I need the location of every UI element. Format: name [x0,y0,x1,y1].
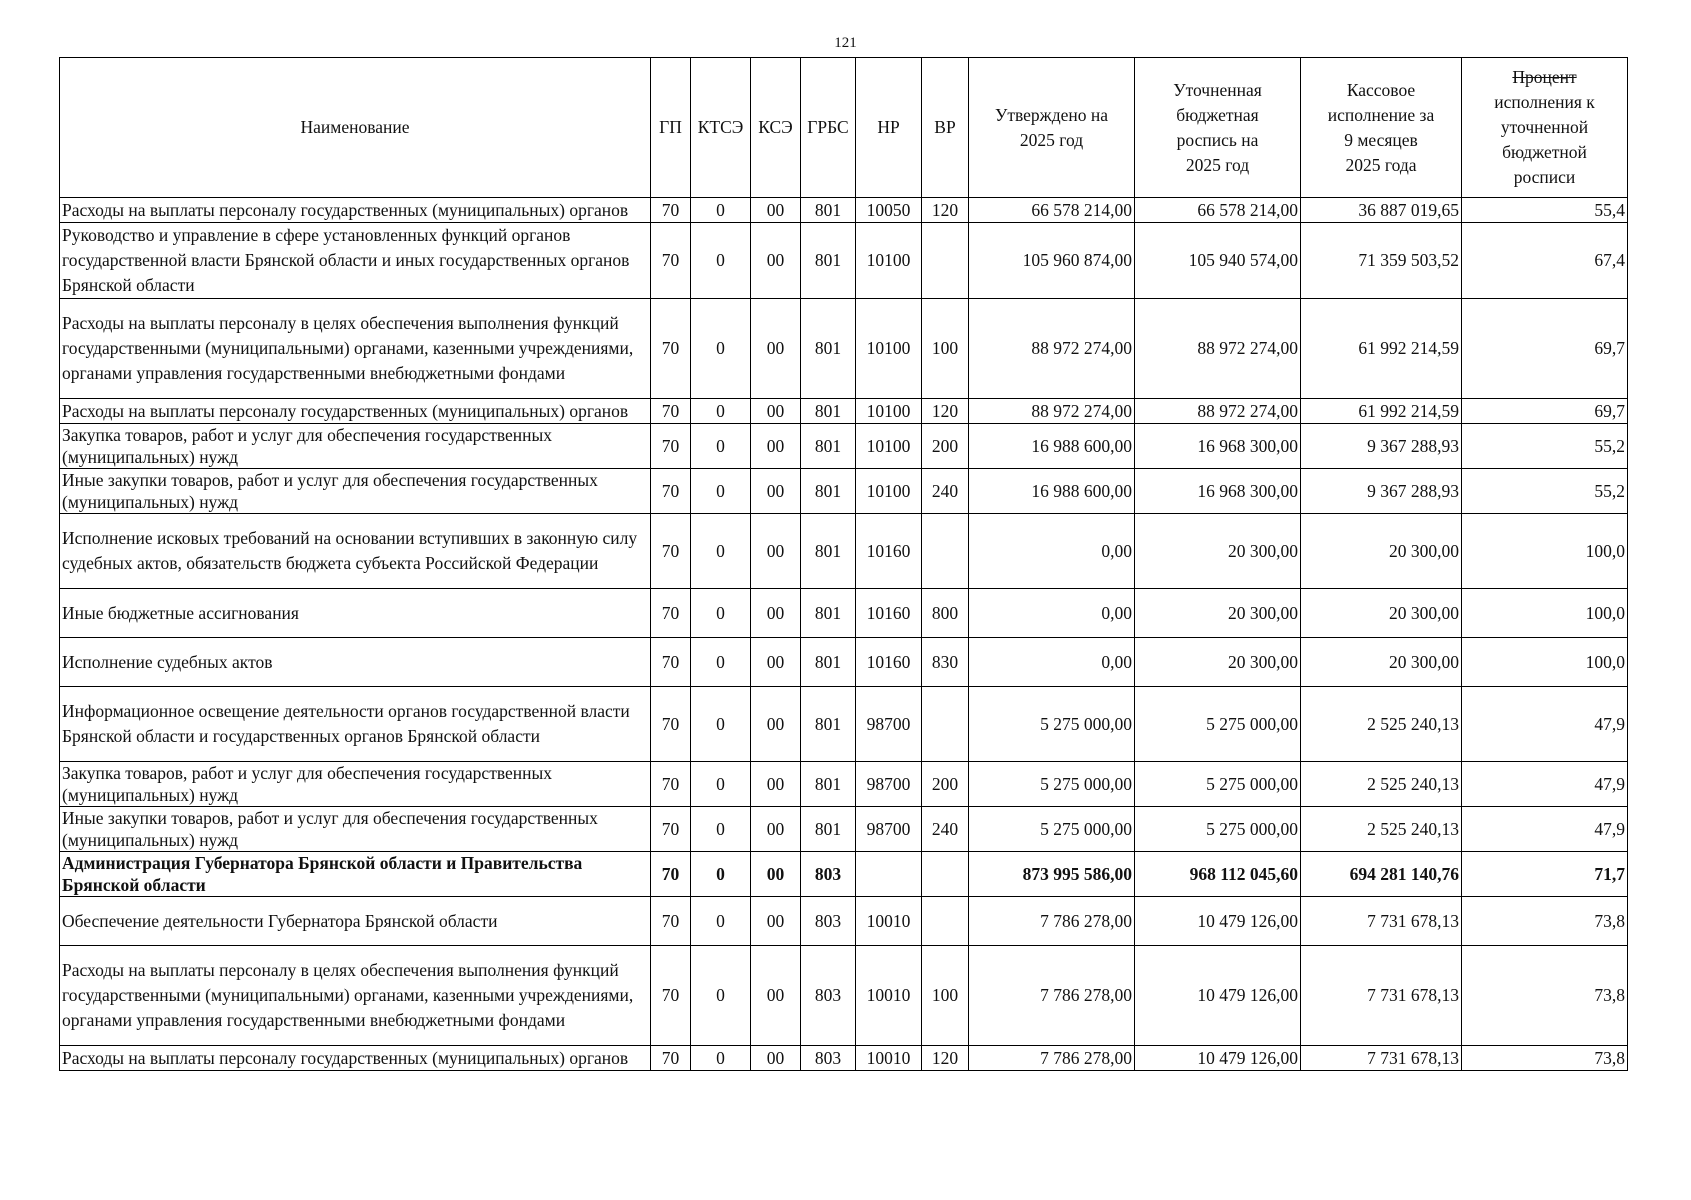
table-body [60,198,1628,1071]
row-name-cell: Расходы на выплаты персоналу в целях обеспечения выполнения функций государственными (муниципальными) органами, казенными учреждениями, органами управления государственными внебюджетными фондами [60,946,651,1046]
row-refined-cell: 20 300,00 [1135,638,1301,687]
row-grbs-cell: 801 [801,223,856,299]
row-percent-cell: 55,2 [1462,424,1628,469]
row-percent-cell: 47,9 [1462,807,1628,852]
row-percent-cell: 73,8 [1462,897,1628,946]
row-vr-cell: 120 [922,198,969,223]
row-nr-cell: 10100 [856,424,922,469]
row-name-cell: Исполнение судебных актов [60,638,651,687]
row-vr-cell [922,514,969,589]
row-gp-cell: 70 [651,687,691,762]
header-refined-text: Уточненная бюджетная роспись на 2025 год [1173,79,1262,175]
row-cash-cell: 61 992 214,59 [1301,399,1462,424]
row-percent-cell: 55,4 [1462,198,1628,223]
row-approved-cell: 88 972 274,00 [969,399,1135,424]
row-name-cell: Расходы на выплаты персоналу государственных (муниципальных) органов [60,1046,651,1071]
row-name-cell: Расходы на выплаты персоналу государственных (муниципальных) органов [60,198,651,223]
row-percent-cell: 55,2 [1462,469,1628,514]
row-refined-cell: 88 972 274,00 [1135,299,1301,399]
row-approved-cell: 105 960 874,00 [969,223,1135,299]
row-ktse-cell: 0 [691,424,751,469]
row-ktse-cell: 0 [691,687,751,762]
row-name-cell: Исполнение исковых требований на основании вступивших в законную силу судебных актов, обязательств бюджета субъекта Российской Федерации [60,514,651,589]
header-ktse: КТСЭ [691,58,751,198]
row-cash-cell: 2 525 240,13 [1301,762,1462,807]
row-cash-cell: 20 300,00 [1301,589,1462,638]
header-approved [969,58,1135,198]
row-nr-cell: 10050 [856,198,922,223]
header-percent [1462,58,1628,198]
row-ktse-cell: 0 [691,469,751,514]
row-vr-cell: 100 [922,299,969,399]
row-ktse-cell: 0 [691,852,751,897]
row-name-cell: Расходы на выплаты персоналу в целях обеспечения выполнения функций государственными (муниципальными) органами, казенными учреждениями, органами управления государственными внебюджетными фондами [60,299,651,399]
row-approved-cell: 88 972 274,00 [969,299,1135,399]
row-percent-cell: 100,0 [1462,638,1628,687]
row-cash-cell: 36 887 019,65 [1301,198,1462,223]
row-percent-cell: 100,0 [1462,514,1628,589]
header-percent-rest: исполнения к уточненной бюджетной росписи [1494,92,1595,187]
row-gp-cell: 70 [651,638,691,687]
row-percent-cell: 71,7 [1462,852,1628,897]
header-grbs: ГРБС [801,58,856,198]
row-kse-cell: 00 [751,399,801,424]
row-kse-cell: 00 [751,638,801,687]
table-row [60,638,1628,687]
row-percent-cell: 73,8 [1462,1046,1628,1071]
row-vr-cell [922,223,969,299]
row-refined-cell: 5 275 000,00 [1135,687,1301,762]
row-vr-cell [922,852,969,897]
row-name-cell: Иные закупки товаров, работ и услуг для обеспечения государственных (муниципальных) нужд [60,469,651,514]
row-refined-cell: 16 968 300,00 [1135,469,1301,514]
row-nr-cell: 10100 [856,299,922,399]
row-cash-cell: 9 367 288,93 [1301,469,1462,514]
row-approved-cell: 5 275 000,00 [969,807,1135,852]
row-vr-cell [922,687,969,762]
row-percent-cell: 69,7 [1462,299,1628,399]
header-refined [1135,58,1301,198]
row-cash-cell: 7 731 678,13 [1301,1046,1462,1071]
row-kse-cell: 00 [751,589,801,638]
row-approved-cell: 873 995 586,00 [969,852,1135,897]
row-gp-cell: 70 [651,946,691,1046]
row-refined-cell: 20 300,00 [1135,514,1301,589]
row-grbs-cell: 803 [801,946,856,1046]
row-approved-cell: 0,00 [969,514,1135,589]
row-nr-cell: 10010 [856,946,922,1046]
table-row [60,198,1628,223]
row-nr-cell: 10100 [856,399,922,424]
row-gp-cell: 70 [651,299,691,399]
row-vr-cell: 240 [922,469,969,514]
row-nr-cell: 10100 [856,469,922,514]
row-percent-cell: 67,4 [1462,223,1628,299]
row-kse-cell: 00 [751,1046,801,1071]
header-nr: НР [856,58,922,198]
row-nr-cell: 98700 [856,762,922,807]
row-grbs-cell: 803 [801,1046,856,1071]
row-kse-cell: 00 [751,514,801,589]
row-nr-cell: 98700 [856,687,922,762]
row-nr-cell: 10010 [856,1046,922,1071]
header-kse: КСЭ [751,58,801,198]
header-vr: ВР [922,58,969,198]
row-gp-cell: 70 [651,469,691,514]
header-gp: ГП [651,58,691,198]
row-grbs-cell: 803 [801,852,856,897]
row-approved-cell: 7 786 278,00 [969,1046,1135,1071]
row-grbs-cell: 801 [801,399,856,424]
row-cash-cell: 694 281 140,76 [1301,852,1462,897]
row-kse-cell: 00 [751,424,801,469]
row-kse-cell: 00 [751,469,801,514]
row-vr-cell: 800 [922,589,969,638]
table-row [60,687,1628,762]
row-nr-cell [856,852,922,897]
row-kse-cell: 00 [751,299,801,399]
row-grbs-cell: 801 [801,589,856,638]
row-cash-cell: 20 300,00 [1301,514,1462,589]
row-refined-cell: 10 479 126,00 [1135,1046,1301,1071]
row-ktse-cell: 0 [691,897,751,946]
table-row [60,223,1628,299]
row-name-cell: Закупка товаров, работ и услуг для обеспечения государственных (муниципальных) нужд [60,424,651,469]
row-kse-cell: 00 [751,897,801,946]
row-grbs-cell: 801 [801,299,856,399]
row-vr-cell: 120 [922,1046,969,1071]
row-refined-cell: 20 300,00 [1135,589,1301,638]
row-vr-cell: 200 [922,762,969,807]
row-grbs-cell: 801 [801,687,856,762]
row-approved-cell: 16 988 600,00 [969,469,1135,514]
row-cash-cell: 7 731 678,13 [1301,897,1462,946]
row-ktse-cell: 0 [691,1046,751,1071]
row-ktse-cell: 0 [691,589,751,638]
row-kse-cell: 00 [751,852,801,897]
row-kse-cell: 00 [751,946,801,1046]
table-row [60,807,1628,852]
row-percent-cell: 73,8 [1462,946,1628,1046]
row-percent-cell: 100,0 [1462,589,1628,638]
row-approved-cell: 66 578 214,00 [969,198,1135,223]
page-number: 121 [834,35,857,51]
row-gp-cell: 70 [651,807,691,852]
row-approved-cell: 0,00 [969,638,1135,687]
table-row [60,1046,1628,1071]
row-kse-cell: 00 [751,198,801,223]
row-gp-cell: 70 [651,399,691,424]
row-refined-cell: 16 968 300,00 [1135,424,1301,469]
row-vr-cell: 830 [922,638,969,687]
budget-table [59,57,1628,1071]
row-grbs-cell: 801 [801,762,856,807]
row-approved-cell: 16 988 600,00 [969,424,1135,469]
row-cash-cell: 20 300,00 [1301,638,1462,687]
row-nr-cell: 10160 [856,638,922,687]
row-percent-cell: 47,9 [1462,762,1628,807]
row-ktse-cell: 0 [691,198,751,223]
row-vr-cell: 240 [922,807,969,852]
row-gp-cell: 70 [651,897,691,946]
row-gp-cell: 70 [651,514,691,589]
row-grbs-cell: 801 [801,469,856,514]
row-cash-cell: 7 731 678,13 [1301,946,1462,1046]
row-kse-cell: 00 [751,807,801,852]
row-gp-cell: 70 [651,1046,691,1071]
row-refined-cell: 105 940 574,00 [1135,223,1301,299]
row-vr-cell: 200 [922,424,969,469]
row-refined-cell: 5 275 000,00 [1135,807,1301,852]
table-header-row [60,58,1628,198]
row-cash-cell: 2 525 240,13 [1301,807,1462,852]
row-ktse-cell: 0 [691,399,751,424]
row-refined-cell: 10 479 126,00 [1135,946,1301,1046]
header-approved-text: Утверждено на 2025 год [994,104,1109,150]
table-row [60,946,1628,1046]
row-vr-cell: 120 [922,399,969,424]
table-row [60,762,1628,807]
row-grbs-cell: 803 [801,897,856,946]
row-ktse-cell: 0 [691,223,751,299]
row-nr-cell: 10010 [856,897,922,946]
table-row [60,852,1628,897]
row-refined-cell: 88 972 274,00 [1135,399,1301,424]
row-cash-cell: 71 359 503,52 [1301,223,1462,299]
row-refined-cell: 5 275 000,00 [1135,762,1301,807]
row-name-cell: Администрация Губернатора Брянской области и Правительства Брянской области [60,852,651,897]
row-kse-cell: 00 [751,762,801,807]
row-refined-cell: 968 112 045,60 [1135,852,1301,897]
row-gp-cell: 70 [651,589,691,638]
row-gp-cell: 70 [651,424,691,469]
table-row [60,399,1628,424]
row-approved-cell: 5 275 000,00 [969,687,1135,762]
table-row [60,424,1628,469]
row-grbs-cell: 801 [801,198,856,223]
row-nr-cell: 10100 [856,223,922,299]
row-name-cell: Иные бюджетные ассигнования [60,589,651,638]
row-grbs-cell: 801 [801,638,856,687]
row-name-cell: Обеспечение деятельности Губернатора Брянской области [60,897,651,946]
header-cash-text: Кассовое исполнение за 9 месяцев 2025 года [1327,79,1435,175]
header-percent-first: Процент [1512,67,1577,87]
row-approved-cell: 5 275 000,00 [969,762,1135,807]
row-kse-cell: 00 [751,687,801,762]
row-name-cell: Закупка товаров, работ и услуг для обеспечения государственных (муниципальных) нужд [60,762,651,807]
row-name-cell: Иные закупки товаров, работ и услуг для обеспечения государственных (муниципальных) нужд [60,807,651,852]
row-refined-cell: 10 479 126,00 [1135,897,1301,946]
row-gp-cell: 70 [651,198,691,223]
row-name-cell: Информационное освещение деятельности органов государственной власти Брянской области и государственных органов Брянской области [60,687,651,762]
row-ktse-cell: 0 [691,946,751,1046]
row-cash-cell: 61 992 214,59 [1301,299,1462,399]
header-name: Наименование [60,58,651,198]
row-ktse-cell: 0 [691,514,751,589]
row-vr-cell [922,897,969,946]
row-name-cell: Расходы на выплаты персоналу государственных (муниципальных) органов [60,399,651,424]
table-row [60,299,1628,399]
row-percent-cell: 69,7 [1462,399,1628,424]
row-grbs-cell: 801 [801,807,856,852]
row-name-cell: Руководство и управление в сфере установленных функций органов государственной власти Брянской области и иных государственных органов Брянской области [60,223,651,299]
table-row [60,897,1628,946]
row-approved-cell: 0,00 [969,589,1135,638]
row-ktse-cell: 0 [691,299,751,399]
row-grbs-cell: 801 [801,514,856,589]
row-percent-cell: 47,9 [1462,687,1628,762]
row-ktse-cell: 0 [691,638,751,687]
row-gp-cell: 70 [651,762,691,807]
row-nr-cell: 98700 [856,807,922,852]
row-refined-cell: 66 578 214,00 [1135,198,1301,223]
row-vr-cell: 100 [922,946,969,1046]
row-approved-cell: 7 786 278,00 [969,897,1135,946]
row-gp-cell: 70 [651,852,691,897]
table-row [60,469,1628,514]
table-row [60,514,1628,589]
row-gp-cell: 70 [651,223,691,299]
row-kse-cell: 00 [751,223,801,299]
row-ktse-cell: 0 [691,807,751,852]
row-grbs-cell: 801 [801,424,856,469]
row-nr-cell: 10160 [856,589,922,638]
row-nr-cell: 10160 [856,514,922,589]
table-row [60,589,1628,638]
row-ktse-cell: 0 [691,762,751,807]
row-cash-cell: 2 525 240,13 [1301,687,1462,762]
row-cash-cell: 9 367 288,93 [1301,424,1462,469]
header-cash [1301,58,1462,198]
row-approved-cell: 7 786 278,00 [969,946,1135,1046]
